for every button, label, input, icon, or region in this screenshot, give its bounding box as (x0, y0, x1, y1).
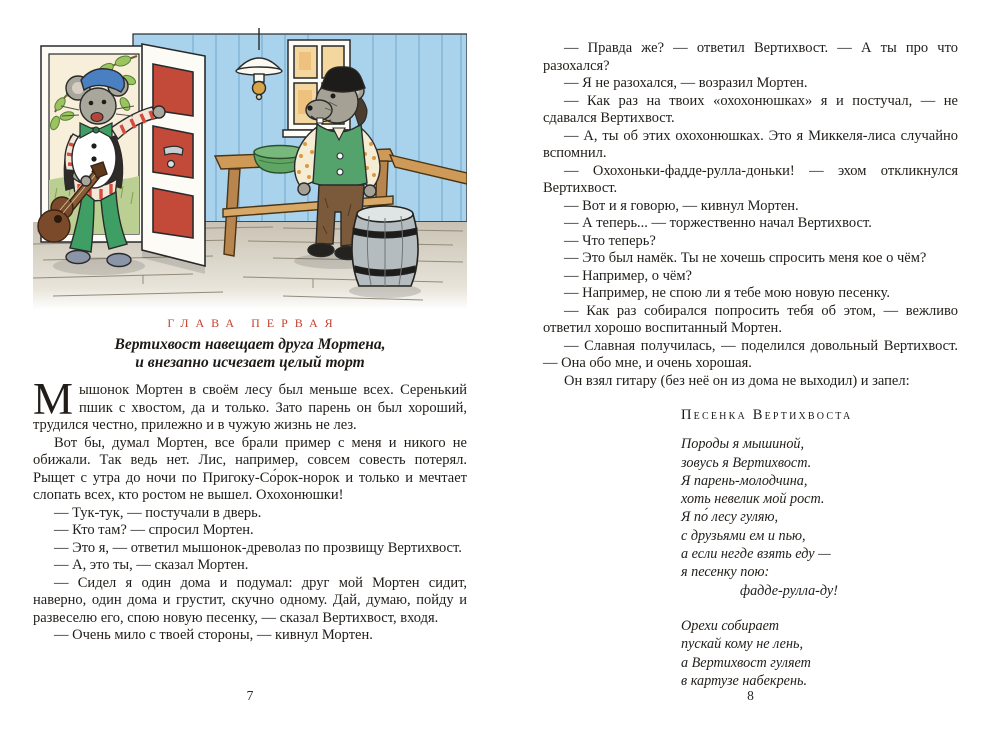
illustration (33, 28, 467, 310)
chapter-subtitle (33, 336, 467, 372)
drop-cap: М (33, 374, 74, 424)
song-line: с друзьями ем и пью, (681, 527, 806, 544)
paragraph: — Охохоньки-фадде-рулла-доньки! — эхом откликнулся Вертихвост. (543, 162, 958, 196)
paragraph: — Вот и я говорю, — кивнул Мортен. (564, 197, 799, 214)
song-stanza-2 (681, 617, 958, 690)
song-line: а Вертихвост гуляет (681, 654, 811, 671)
paragraph: — Это я, — ответил мышонок-древолаз по прозвищу Вертихвост. (54, 539, 462, 556)
paragraph: — А, ты об этих охохонюшках. Это я Миккеля-лиса случайно вспомнил. (543, 127, 958, 161)
song-line: Орехи собирает (681, 617, 780, 634)
page-number-right: 8 (747, 688, 754, 703)
paragraph: — Это был намёк. Ты не хочешь спросить меня кое о чём? (564, 250, 927, 266)
song-title: Песенка Вертихвоста (681, 407, 853, 423)
paragraph: — Тук-тук, — постучали в дверь. (54, 504, 262, 521)
song-refrain: фадде-рулла-ду! (740, 582, 838, 599)
paragraph (33, 374, 467, 435)
page-left (33, 28, 467, 704)
song-line: Породы я мышиной, (681, 436, 805, 453)
song-line: пускай кому не лень, (681, 636, 804, 653)
chapter-subtitle-line2: и внезапно исчезает целый торт (135, 354, 365, 371)
song-line: я песенку пою: (681, 564, 770, 581)
paragraph: — Славная получилась, — поделился довольный Вертихвост. — Она обо мне, и очень хорошая. (543, 337, 958, 371)
song-line: Я парень-молодчина, (681, 472, 808, 489)
paragraph: Вот бы, думал Мортен, все брали пример с меня и никого не обижали. Так ведь нет. Лис, например, совсем совесть потерял. Рыщет с утра до ночи по Пригоку-Со́рок-норок и только и мечтает слопать всех, кто ростом не вышел. Охохонюшки! (33, 434, 467, 503)
song-stanza-1 (681, 435, 958, 600)
chapter-subtitle-line1: Вертихвост навещает друга Мортена, (114, 336, 386, 353)
song-line: а если негде взять еду — (681, 546, 831, 563)
paragraph: — Как раз собирался попросить тебя об этом, — вежливо ответил хорошо воспитанный Мортен. (543, 302, 958, 336)
song-line: Я по́ лесу гуляю, (681, 509, 779, 526)
paragraph: — Сидел я один дома и подумал: друг мой Мортен сидит, наверно, один дома и грустит, скучно одному. Дай, думаю, пойду и развеселю его, спою новую песенку, — сказал Вертихвост, входя. (33, 574, 467, 626)
paragraph: — Например, не спою ли я тебе мою новую песенку. (564, 285, 890, 301)
song-line: зовусь я Вертихвост. (681, 454, 812, 471)
paragraph-text: ышонок Мортен в своём лесу был меньше всех. Серенький пшик с хвостом, да и только. Зато парень он был хороший, трудился честно, прилежно и в чужую жизнь не лез. (33, 382, 467, 433)
paragraph: — Кто там? — спросил Мортен. (54, 522, 254, 538)
left-body-text (33, 374, 467, 645)
page-number-left: 7 (246, 688, 254, 703)
song-line: в картузе набекрень. (681, 672, 808, 689)
open-door (142, 44, 205, 274)
paragraph: Он взял гитару (без неё он из дома не выходил) и запел: (564, 372, 910, 389)
paragraph: — Правда же? — ответил Вертихвост. — А ты про что разохался? (543, 40, 958, 74)
paragraph: — Как раз на твоих «охохонюшках» я и постучал, — не сдавался Вертихвост. (543, 92, 958, 126)
paragraph: — Очень мило с твоей стороны, — кивнул Мортен. (54, 627, 373, 643)
paragraph: — Что теперь? (564, 232, 656, 249)
song-block (681, 406, 958, 690)
chapter-heading: ГЛАВА ПЕРВАЯ (167, 316, 340, 330)
paragraph: — А, это ты, — сказал Мортен. (54, 557, 249, 573)
page-right (543, 40, 958, 704)
barrel (352, 206, 418, 286)
song-line: хоть невелик мой рост. (681, 491, 825, 508)
right-body-text (543, 40, 958, 390)
paragraph: — Например, о чём? (564, 267, 692, 284)
paragraph: — Я не разохался, — возразил Мортен. (564, 75, 808, 91)
paragraph: — А теперь... — торжественно начал Вертихвост. (564, 215, 872, 231)
